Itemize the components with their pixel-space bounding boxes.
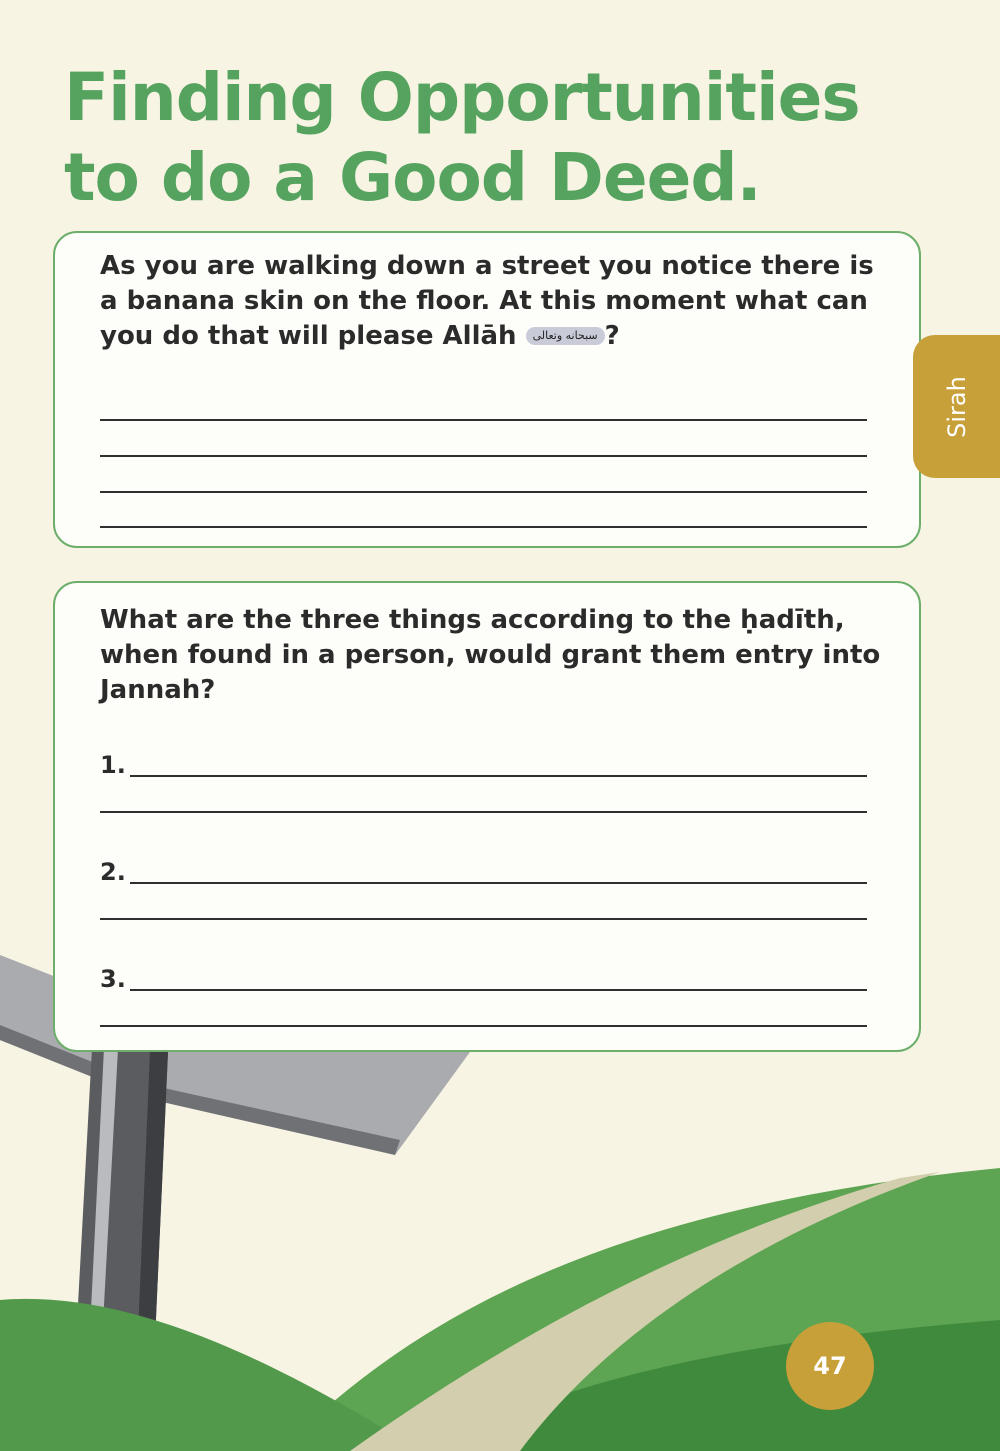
answer-line-4[interactable] — [100, 526, 867, 528]
section-tab[interactable] — [913, 335, 1000, 478]
item-1-line-b[interactable] — [100, 811, 867, 813]
item-2-line-b[interactable] — [100, 918, 867, 920]
item-3-line-b[interactable] — [100, 1025, 867, 1027]
answer-line-2[interactable] — [100, 455, 867, 457]
item-3-line-a[interactable] — [130, 989, 867, 991]
title-line-2: to do a Good Deed. — [64, 139, 761, 216]
question-card-2 — [53, 581, 921, 1052]
question-2-text: What are the three things according to the ḥadīth, when found in a person, would grant them entry into Jannah? — [100, 605, 881, 705]
hill-left — [0, 1299, 420, 1451]
title-line-1: Finding Opportunities — [64, 59, 860, 136]
item-number-3: 3. — [100, 965, 126, 993]
question-1-body: As you are walking down a street you notice there is a banana skin on the floor. At this moment what can you do that will please Allāh — [100, 251, 874, 351]
item-number-1: 1. — [100, 751, 126, 779]
question-1-text — [100, 249, 899, 354]
answer-line-1[interactable] — [100, 419, 867, 421]
section-tab-label: Sirah — [942, 375, 971, 438]
question-1-end: ? — [604, 321, 620, 351]
answer-line-3[interactable] — [100, 491, 867, 493]
honorific-badge: سبحانه وتعالى — [526, 327, 605, 345]
page-number: 47 — [813, 1352, 847, 1380]
item-1-line-a[interactable] — [130, 775, 867, 777]
question-card-1 — [53, 231, 921, 548]
page-title — [64, 58, 860, 218]
item-number-2: 2. — [100, 858, 126, 886]
item-2-line-a[interactable] — [130, 882, 867, 884]
page-number-badge — [786, 1322, 874, 1410]
